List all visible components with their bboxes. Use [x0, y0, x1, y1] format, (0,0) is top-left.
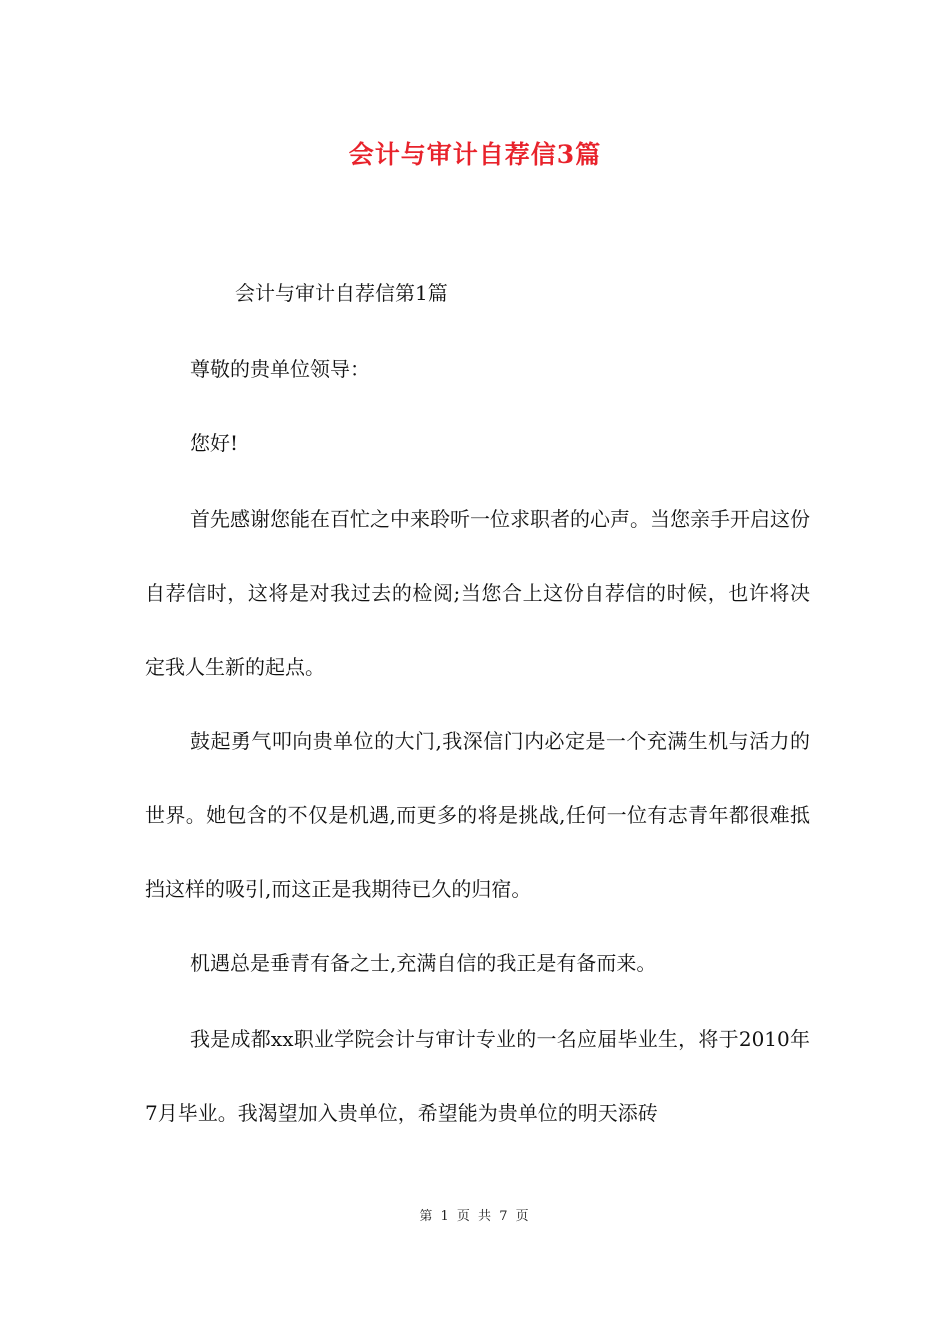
salutation: 尊敬的贵单位领导： — [190, 357, 370, 381]
body-paragraph-4: 我是成都xx职业学院会计与审计专业的一名应届毕业生，将于2010年7月毕业。我渴望加入贵单位，希望能为贵单位的明天添砖 — [145, 1027, 810, 1125]
greeting: 您好! — [190, 431, 239, 455]
document-title: 会计与审计自荐信3篇 — [348, 140, 602, 169]
body-paragraph-2: 鼓起勇气叩向贵单位的大门,我深信门内必定是一个充满生机与活力的世界。她包含的不仅是机遇,而更多的将是挑战,任何一位有志青年都很难抵挡这样的吸引,而这正是我期待已久的归宿。 — [145, 729, 810, 901]
page-footer: 第 1 页 共 7 页 — [419, 1209, 531, 1224]
section-heading: 会计与审计自荐信第1篇 — [235, 281, 448, 305]
body-paragraph-1: 首先感谢您能在百忙之中来聆听一位求职者的心声。当您亲手开启这份自荐信时，这将是对我过去的检阅;当您合上这份自荐信的时候，也许将决定我人生新的起点。 — [145, 507, 810, 679]
body-paragraph-3: 机遇总是垂青有备之士,充满自信的我正是有备而来。 — [190, 951, 657, 975]
